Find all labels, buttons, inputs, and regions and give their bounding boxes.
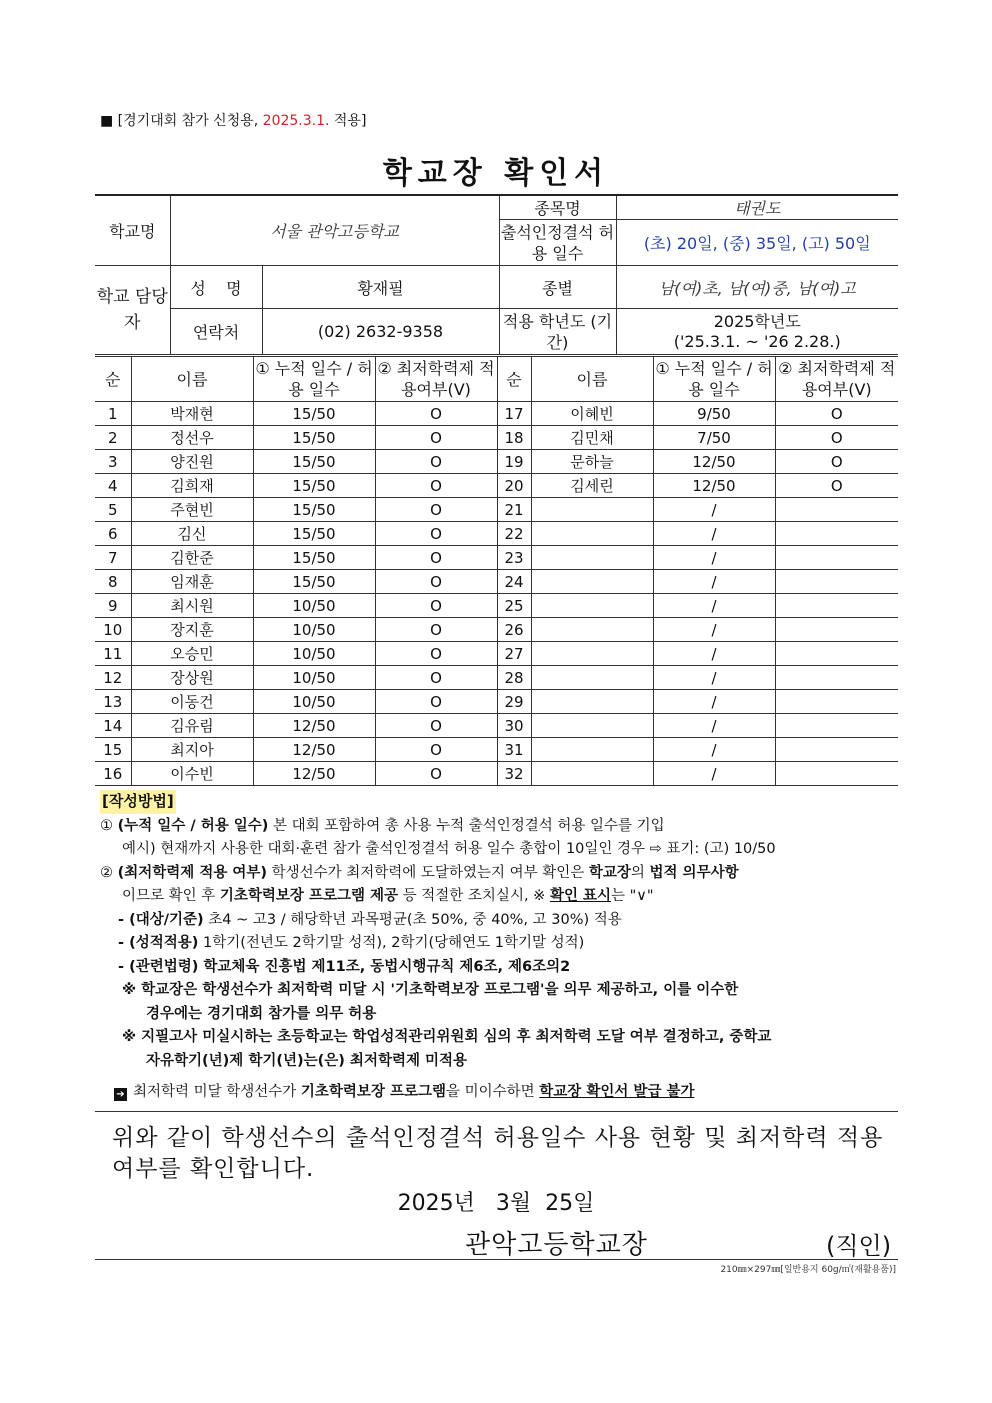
table-row — [95, 714, 898, 738]
header-name: 이름 — [131, 357, 253, 402]
warning-program: 기초학력보장 프로그램 — [300, 1084, 447, 1100]
item2-legal-duty: 법적 의무사항 — [649, 864, 739, 881]
warning-no-issue: 학교장 확인서 발급 불가 — [539, 1084, 695, 1100]
table-row — [95, 498, 898, 522]
student-name: 김민채 — [531, 426, 653, 450]
year-period: ('25.3.1. ~ '26 2.28.) — [673, 331, 841, 351]
student-name: 최시원 — [131, 594, 253, 618]
student-check: O — [375, 738, 497, 762]
student-check: O — [375, 762, 497, 786]
student-name: 이수빈 — [131, 762, 253, 786]
header-days: ① 누적 일수 / 허용 일수 — [253, 357, 375, 402]
item2-number: ② — [100, 864, 113, 881]
table-row — [95, 522, 898, 546]
header-name-2: 이름 — [531, 357, 653, 402]
student-no: 27 — [497, 642, 531, 666]
student-check: O — [775, 474, 898, 498]
table-row — [95, 762, 898, 786]
student-name — [531, 522, 653, 546]
student-check — [775, 762, 898, 786]
student-days: 10/50 — [253, 690, 375, 714]
event-label: 종목명 — [499, 195, 616, 220]
student-name — [531, 738, 653, 762]
student-name: 최지아 — [131, 738, 253, 762]
manager-name-label: 성 명 — [170, 266, 262, 309]
manager-label: 학교 담당자 — [95, 266, 170, 355]
divider-bottom — [95, 1259, 898, 1260]
student-no: 29 — [497, 690, 531, 714]
student-name: 김한준 — [131, 546, 253, 570]
student-no: 8 — [95, 570, 131, 594]
table-row — [95, 546, 898, 570]
student-days: 10/50 — [253, 618, 375, 642]
student-days: 15/50 — [253, 402, 375, 426]
student-days: 15/50 — [253, 450, 375, 474]
student-check — [775, 714, 898, 738]
writing-instructions — [100, 790, 900, 1105]
table-row — [95, 594, 898, 618]
student-name: 장지훈 — [131, 618, 253, 642]
student-days: 12/50 — [653, 450, 775, 474]
table-row — [95, 618, 898, 642]
student-name: 이혜빈 — [531, 402, 653, 426]
item2-text-a: 학생선수가 최저학력에 도달하였는지 여부 확인은 — [267, 864, 589, 881]
student-days: / — [653, 714, 775, 738]
student-days: / — [653, 522, 775, 546]
document-title: 학교장 확인서 — [382, 156, 610, 191]
school-label: 학교명 — [95, 195, 170, 266]
sub2-title: - (성적적용) — [118, 935, 199, 951]
student-days: 12/50 — [253, 738, 375, 762]
student-no: 7 — [95, 546, 131, 570]
student-name: 양진원 — [131, 450, 253, 474]
student-no: 31 — [497, 738, 531, 762]
student-no: 18 — [497, 426, 531, 450]
student-name — [531, 498, 653, 522]
warning-b: 을 미이수하면 — [446, 1084, 540, 1100]
contact-label: 연락처 — [170, 309, 262, 355]
student-no: 24 — [497, 570, 531, 594]
confirmation-statement: 위와 같이 학생선수의 출석인정결석 허용일수 사용 현황 및 최저학력 적용 여부를 확인합니다. — [112, 1125, 884, 1182]
table-row — [95, 690, 898, 714]
student-name — [531, 690, 653, 714]
item2-text-c: 의 — [630, 864, 650, 881]
student-no: 16 — [95, 762, 131, 786]
student-no: 9 — [95, 594, 131, 618]
year-cell — [616, 309, 898, 355]
student-name: 임재훈 — [131, 570, 253, 594]
student-name: 문하늘 — [531, 450, 653, 474]
student-days: 15/50 — [253, 426, 375, 450]
student-check: O — [375, 402, 497, 426]
student-check: O — [375, 522, 497, 546]
table-row — [95, 426, 898, 450]
student-days: / — [653, 690, 775, 714]
student-check: O — [775, 450, 898, 474]
sub1-text: 초4 ~ 고3 / 해당학년 과목평균(초 50%, 중 40%, 고 30%) 적용 — [203, 911, 622, 928]
header-no-2: 순 — [497, 357, 531, 402]
paper-spec-note: 210㎜×297㎜[일반용지 60g/㎡(재활용품)] — [720, 1265, 896, 1275]
student-days: / — [653, 570, 775, 594]
student-no: 5 — [95, 498, 131, 522]
item1-example: 예시) 현재까지 사용한 대회·훈련 참가 출석인정결석 허용 일수 총합이 10일인 경우 ⇨ 표기: (고) 10/50 — [122, 841, 776, 857]
table-row — [95, 402, 898, 426]
student-days: 10/50 — [253, 642, 375, 666]
student-days: 10/50 — [253, 594, 375, 618]
student-no: 25 — [497, 594, 531, 618]
student-days: / — [653, 546, 775, 570]
student-check — [775, 642, 898, 666]
student-name: 김신 — [131, 522, 253, 546]
form-usage-note — [100, 110, 366, 130]
item2-check-mark: 확인 표시 — [549, 888, 612, 904]
category-label: 종별 — [499, 266, 616, 309]
table-row — [95, 570, 898, 594]
student-no: 20 — [497, 474, 531, 498]
student-no: 13 — [95, 690, 131, 714]
student-check — [775, 666, 898, 690]
manager-name-value: 황재필 — [262, 266, 499, 309]
year-label: 적용 학년도 (기간) — [499, 309, 616, 355]
table-row — [95, 642, 898, 666]
note2-line1: ※ 지필고사 미실시하는 초등학교는 학업성적관리위원회 심의 후 최저학력 도달 여부 결정하고, 중학교 — [122, 1029, 772, 1045]
student-check — [775, 570, 898, 594]
student-name — [531, 618, 653, 642]
student-days: 12/50 — [253, 762, 375, 786]
student-no: 4 — [95, 474, 131, 498]
note2-line2: 자유학기(년)제 학기(년)는(은) 최저학력제 미적용 — [146, 1052, 468, 1069]
student-check: O — [375, 618, 497, 642]
student-check: O — [375, 546, 497, 570]
school-value: 서울 관악고등학교 — [170, 195, 499, 266]
student-check — [775, 594, 898, 618]
student-no: 11 — [95, 642, 131, 666]
student-days: / — [653, 642, 775, 666]
student-no: 6 — [95, 522, 131, 546]
student-days: 15/50 — [253, 546, 375, 570]
student-no: 28 — [497, 666, 531, 690]
student-name — [531, 570, 653, 594]
item2-line2-a: 이므로 확인 후 — [122, 888, 220, 904]
student-name: 김희재 — [131, 474, 253, 498]
student-name: 주현빈 — [131, 498, 253, 522]
issue-date: 2025년 3월 25일 — [397, 1191, 595, 1216]
student-days: 15/50 — [253, 522, 375, 546]
student-no: 2 — [95, 426, 131, 450]
student-days: 12/50 — [253, 714, 375, 738]
student-days: / — [653, 594, 775, 618]
student-days: / — [653, 498, 775, 522]
contact-value: (02) 2632-9358 — [262, 309, 499, 355]
header-check-2: ② 최저학력제 적용여부(V) — [775, 357, 898, 402]
student-check: O — [375, 450, 497, 474]
student-check — [775, 498, 898, 522]
student-no: 32 — [497, 762, 531, 786]
student-check: O — [375, 498, 497, 522]
student-days: 12/50 — [653, 474, 775, 498]
item1-number: ① — [100, 817, 113, 834]
item2-program: 기초학력보장 프로그램 제공 — [219, 888, 399, 904]
student-name — [531, 594, 653, 618]
note-suffix: 적용] — [329, 113, 367, 129]
student-check: O — [375, 594, 497, 618]
student-name — [531, 666, 653, 690]
student-check — [775, 618, 898, 642]
student-days: 7/50 — [653, 426, 775, 450]
student-days: 15/50 — [253, 498, 375, 522]
student-no: 26 — [497, 618, 531, 642]
student-name — [531, 642, 653, 666]
item2-line2-b: 등 적절한 조치실시, ※ — [398, 888, 550, 904]
student-check: O — [375, 690, 497, 714]
warning-a: 최저학력 미달 학생선수가 — [133, 1084, 301, 1100]
school-info-table — [95, 194, 898, 355]
table-row — [95, 666, 898, 690]
year-value: 2025학년도 — [713, 311, 801, 331]
student-days: / — [653, 618, 775, 642]
student-name: 이동건 — [131, 690, 253, 714]
student-check: O — [375, 426, 497, 450]
table-row — [95, 450, 898, 474]
note-prefix: ■ [경기대회 참가 신청용, — [100, 113, 263, 129]
student-no: 3 — [95, 450, 131, 474]
sub3-text: 학교체육 진흥법 제11조, 동법시행규칙 제6조, 제6조의2 — [198, 958, 571, 975]
student-days: 9/50 — [653, 402, 775, 426]
student-check: O — [375, 666, 497, 690]
category-value: 남(여)초, 남(여)중, 남(여)고 — [616, 266, 898, 309]
student-check: O — [375, 714, 497, 738]
header-no: 순 — [95, 357, 131, 402]
student-name: 김세린 — [531, 474, 653, 498]
student-days: / — [653, 762, 775, 786]
event-value: 태권도 — [616, 195, 898, 220]
header-days-2: ① 누적 일수 / 허용 일수 — [653, 357, 775, 402]
student-name: 정선우 — [131, 426, 253, 450]
student-check: O — [775, 402, 898, 426]
student-days: 15/50 — [253, 474, 375, 498]
note1-line1: ※ 학교장은 학생선수가 최저학력 미달 시 '기초학력보장 프로그램'을 의무 제공하고, 이를 이수한 — [122, 982, 739, 998]
sub2-text: 1학기(전년도 2학기말 성적), 2학기(당해연도 1학기말 성적) — [198, 935, 585, 951]
sub1-title: - (대상/기준) — [118, 911, 204, 928]
note1-line2: 경우에는 경기대회 참가를 의무 허용 — [146, 1005, 377, 1022]
table-row — [95, 738, 898, 762]
student-no: 23 — [497, 546, 531, 570]
table-row — [95, 474, 898, 498]
allowed-days-value: (초) 20일, (중) 35일, (고) 50일 — [616, 220, 898, 266]
official-seal-label: (직인) — [826, 1232, 892, 1260]
header-check: ② 최저학력제 적용여부(V) — [375, 357, 497, 402]
student-no: 10 — [95, 618, 131, 642]
student-days: / — [653, 666, 775, 690]
student-check — [775, 546, 898, 570]
student-no: 17 — [497, 402, 531, 426]
student-days: / — [653, 738, 775, 762]
student-no: 19 — [497, 450, 531, 474]
allowed-days-label: 출석인정결석 허용 일수 — [499, 220, 616, 266]
student-check: O — [375, 474, 497, 498]
student-name: 김유림 — [131, 714, 253, 738]
principal-title: 관악고등학교장 — [465, 1230, 648, 1260]
sub3-title: - (관련법령) — [118, 958, 199, 975]
student-no: 14 — [95, 714, 131, 738]
student-list-table — [95, 356, 898, 786]
note-effective-date: 2025.3.1. — [262, 113, 330, 129]
item2-principal: 학교장 — [588, 864, 631, 881]
student-no: 22 — [497, 522, 531, 546]
student-days: 10/50 — [253, 666, 375, 690]
item2-line2-c: 는 "∨" — [611, 888, 654, 904]
student-name: 오승민 — [131, 642, 253, 666]
student-name — [531, 762, 653, 786]
student-no: 15 — [95, 738, 131, 762]
student-name: 박재현 — [131, 402, 253, 426]
student-check: O — [375, 570, 497, 594]
student-name: 장상원 — [131, 666, 253, 690]
student-check — [775, 522, 898, 546]
instructions-heading: [작성방법] — [100, 790, 176, 814]
student-name — [531, 546, 653, 570]
student-no: 12 — [95, 666, 131, 690]
student-name — [531, 714, 653, 738]
divider-top — [95, 1111, 898, 1112]
item1-title: (누적 일수 / 허용 일수) — [117, 817, 269, 834]
student-no: 21 — [497, 498, 531, 522]
student-check — [775, 690, 898, 714]
student-no: 30 — [497, 714, 531, 738]
student-check: O — [775, 426, 898, 450]
student-check — [775, 738, 898, 762]
item2-title: (최저학력제 적용 여부) — [117, 864, 268, 881]
item1-text: 본 대회 포함하여 총 사용 누적 출석인정결석 허용 일수를 기입 — [268, 817, 665, 834]
student-no: 1 — [95, 402, 131, 426]
arrow-box-icon: ➔ — [114, 1088, 127, 1101]
student-days: 15/50 — [253, 570, 375, 594]
student-check: O — [375, 642, 497, 666]
